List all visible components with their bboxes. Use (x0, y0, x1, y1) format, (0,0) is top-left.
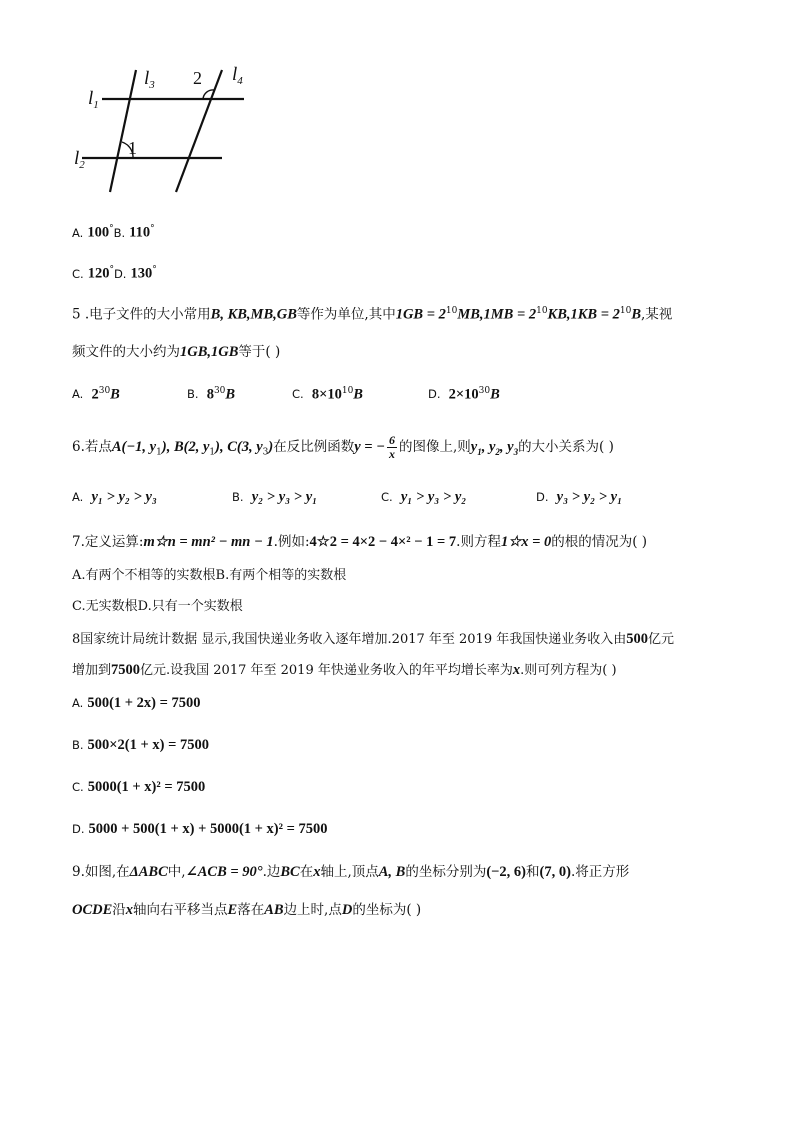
parallel-lines-figure (72, 60, 262, 195)
q7-options-cd[interactable]: C.无实数根D.只有一个实数根 (72, 599, 243, 614)
q8-option-d-text: 5000 + 500(1 + x) + 5000(1 + x)² = 7500 (88, 821, 328, 837)
q8-option-b-text: 500×2(1 + x) = 7500 (87, 737, 209, 753)
q5-option-d-exp: 30 (478, 386, 491, 396)
q6-mid2: 的图像上,则 (398, 439, 471, 455)
q9-line2-e: E (227, 902, 238, 918)
label-l2-sub: 2 (79, 159, 85, 171)
q5-eq-exp3: 10 (619, 306, 632, 316)
q5-stem-suffix: ,某视 (641, 306, 673, 323)
q6-points-sub3: 3 (262, 447, 269, 458)
q8-line1-prefix: 8国家统计局统计数据 显示,我国快递业务收入逐年增加.2017 年至 2019 年我国快递业务收入由 (72, 632, 627, 647)
q6-stem (72, 432, 614, 462)
q9-suffix: .将正方形 (570, 864, 630, 880)
q6-vars: $y_1$, $y_2$, $y_3$ (470, 439, 519, 457)
q5-option-d-base: 2×10 (448, 386, 479, 403)
q8-stem-line1 (72, 629, 674, 650)
q5-line2-prefix: 频文件的大小约为 (72, 344, 180, 360)
q6-suffix: 的大小关系为( ) (518, 439, 614, 455)
q7-definition: m☆n = mn² − mn − 1 (143, 534, 274, 550)
q4-option-c-value: 120 (87, 265, 110, 282)
q8-option-a-text: 500(1 + 2x) = 7500 (87, 695, 201, 711)
q5-option-b-label: B. (187, 387, 199, 402)
q5-stem-line2 (72, 342, 280, 362)
q6-option-d-text: y₃ > y₂ > y₁ (556, 489, 623, 505)
q6-points-m2: ), C(3, y (215, 439, 263, 455)
q6-fraction (387, 434, 397, 461)
q9-coord-b: (7, 0) (539, 864, 571, 880)
q9-line2-b: 轴向右平移当点 (133, 902, 228, 918)
q9-line2-a: 沿 (112, 902, 126, 918)
q4-option-c-deg: ° (109, 265, 114, 275)
q8-option-d-label: D. (72, 822, 85, 836)
q9-prefix: 9.如图,在 (72, 864, 130, 880)
q7-suffix: 的根的情况为( ) (551, 534, 648, 550)
q9-stem-line2 (72, 900, 421, 920)
q6-points: A(−1, y (111, 439, 157, 455)
q8-option-a-label: A. (72, 696, 84, 710)
q4-option-b-value: 110 (129, 224, 151, 241)
q4-option-d-deg: ° (152, 265, 157, 275)
q9-line2-d: 边上时,点 (283, 902, 342, 918)
label-l1-sub: 1 (93, 99, 99, 111)
q6-option-c-text: y₁ > y₃ > y₂ (400, 489, 467, 505)
q9-mid4: 轴上,顶点 (320, 864, 379, 880)
label-l1: l (88, 88, 94, 109)
q4-option-d-label[interactable]: D. (113, 266, 127, 281)
label-angle-1: 1 (128, 138, 137, 158)
q5-option-a-label: A. (72, 387, 84, 402)
q9-ab: A, B (378, 864, 406, 880)
q6-option-b-label: B. (232, 490, 244, 504)
q8-option-b-label: B. (72, 738, 84, 752)
label-angle-2: 2 (193, 68, 202, 88)
q4-options-ab (72, 219, 155, 243)
q7-options-ab[interactable]: A.有两个不相等的实数根B.有两个相等的实数根 (72, 568, 347, 583)
q9-triangle: ΔABC (129, 864, 168, 880)
q6-option-d[interactable] (536, 489, 622, 506)
svg-text:l4 (232, 64, 243, 87)
q5-option-b[interactable] (187, 386, 235, 403)
svg-text:l3 (144, 68, 155, 91)
q8-option-c-text: 5000(1 + x)² = 7500 (87, 779, 206, 795)
label-l4-sub: 4 (237, 75, 243, 87)
q9-coord-a: (−2, 6) (486, 864, 527, 880)
q5-eq: 1GB = 2 (395, 306, 446, 323)
q6-mid: 在反比例函数 (273, 439, 355, 455)
q6-func: y = − (354, 439, 385, 455)
q4-option-c-label[interactable]: C. (72, 266, 84, 281)
q9-mid3: 在 (299, 864, 314, 880)
q8-line1-num: 500 (626, 631, 648, 647)
q6-option-a[interactable] (72, 489, 157, 506)
q8-line2-suffix: .则可列方程为( ) (520, 663, 617, 678)
label-l2: l (74, 148, 80, 169)
q9-mid1: 中, (167, 864, 186, 880)
q9-mid5: 的坐标分别为 (405, 864, 487, 880)
q6-frac-denominator: x (388, 447, 395, 461)
q9-angle: ∠ACB = 90° (185, 864, 263, 880)
q5-line2-math: 1GB,1GB (180, 344, 239, 360)
q5-option-a[interactable] (72, 386, 120, 403)
q5-eq-exp2: 10 (536, 306, 548, 316)
q5-eq-exp1: 10 (445, 306, 458, 316)
q5-option-c-exp: 10 (341, 386, 354, 396)
q9-and: 和 (526, 864, 540, 880)
q7-mid: .例如: (273, 534, 310, 550)
q5-eq-mid2: KB,1KB = 2 (547, 306, 620, 323)
q9-x: x (313, 864, 321, 880)
q7-mid2: .则方程 (456, 534, 501, 550)
q5-option-a-exp: 30 (98, 386, 111, 396)
label-l3: l (144, 68, 150, 89)
q6-points-m3: ) (268, 439, 274, 455)
q6-prefix: 6.若点 (72, 439, 112, 455)
q5-stem-mid: 等作为单位,其中 (296, 306, 396, 323)
q9-line2-c: 落在 (237, 902, 265, 918)
q5-option-d-label: D. (428, 387, 441, 402)
q5-option-c-label: C. (292, 387, 304, 402)
q5-eq-mid1: MB,1MB = 2 (457, 306, 537, 323)
q5-stem-line1 (72, 301, 672, 325)
q5-eq-end: B (631, 306, 641, 323)
q8-line2-prefix: 增加到 (72, 663, 112, 678)
q6-option-c-label: C. (381, 490, 393, 504)
q9-line2-x: x (125, 902, 134, 918)
q4-option-a-value: 100 (87, 224, 110, 241)
svg-text:l1 (88, 88, 99, 111)
q5-units: B, KB,MB,GB (210, 306, 297, 323)
q5-option-b-exp: 30 (213, 386, 226, 396)
q6-option-b-text: y₂ > y₃ > y₁ (251, 489, 318, 505)
q9-line2-point-d: D (341, 902, 353, 918)
label-l4: l (232, 64, 238, 85)
q8-option-c-label: C. (72, 780, 84, 794)
q6-option-a-text: y₁ > y₂ > y₃ (91, 489, 157, 505)
svg-text:l2 (74, 148, 85, 171)
q8-line2-mid: 亿元.设我国 2017 年至 2019 年快递业务收入的年平均增长率为 (140, 663, 513, 678)
q7-equation: 1☆x = 0 (500, 534, 552, 550)
q5-option-b-unit: B (225, 386, 236, 403)
q8-option-c[interactable] (72, 779, 205, 796)
q7-stem (72, 532, 647, 552)
q8-line1-suffix: 亿元 (647, 632, 674, 647)
q7-example: 4☆2 = 4×2 − 4×² − 1 = 7 (309, 534, 457, 550)
q8-line2-num: 7500 (111, 662, 141, 678)
q4-option-d-value: 130 (130, 265, 153, 282)
q6-points-sub1: 1 (156, 447, 162, 458)
q6-option-b[interactable] (232, 489, 317, 506)
q4-option-b-deg: ° (150, 224, 155, 234)
q5-option-d-unit: B (490, 386, 500, 403)
q5-option-c-base: 8×10 (311, 386, 342, 403)
q5-stem-prefix: 5 .电子文件的大小常用 (72, 306, 211, 323)
q9-square: OCDE (72, 902, 113, 918)
q4-option-a-label[interactable]: A. (72, 225, 84, 240)
q4-option-b-label[interactable]: B. (113, 225, 126, 240)
q7-prefix: 7.定义运算: (72, 534, 144, 550)
q5-option-a-base: 2 (91, 386, 99, 403)
q5-option-d[interactable] (428, 386, 500, 403)
q9-line2-end: 的坐标为( ) (352, 902, 422, 918)
q9-stem-line1 (72, 862, 629, 882)
q6-frac-numerator: 6 (388, 433, 395, 447)
q5-option-c-unit: B (353, 386, 363, 403)
q9-mid2: .边 (262, 864, 281, 880)
q5-option-c[interactable] (292, 386, 363, 403)
q4-options-cd (72, 260, 157, 284)
q5-line2-suffix: 等于( ) (238, 344, 281, 360)
q6-points-sub2: 1 (209, 447, 216, 458)
q9-line2-ab: AB (264, 902, 284, 918)
q5-option-a-unit: B (110, 386, 120, 403)
q8-option-b[interactable] (72, 737, 209, 754)
q6-option-a-label: A. (72, 490, 84, 504)
label-l3-sub: 3 (149, 79, 155, 91)
q6-option-c[interactable] (381, 489, 466, 506)
q5-option-b-base: 8 (206, 386, 214, 403)
q9-bc: BC (280, 864, 300, 880)
q8-stem-line2 (72, 660, 617, 681)
q8-option-d[interactable] (72, 821, 328, 838)
q4-option-a-deg: ° (109, 224, 114, 234)
q8-option-a[interactable] (72, 695, 201, 712)
q6-option-d-label: D. (536, 490, 549, 504)
q8-line2-var: x (512, 662, 521, 678)
q6-points-m1: ), B(2, y (161, 439, 210, 455)
line-l4 (176, 70, 222, 192)
line-l3 (110, 70, 136, 192)
